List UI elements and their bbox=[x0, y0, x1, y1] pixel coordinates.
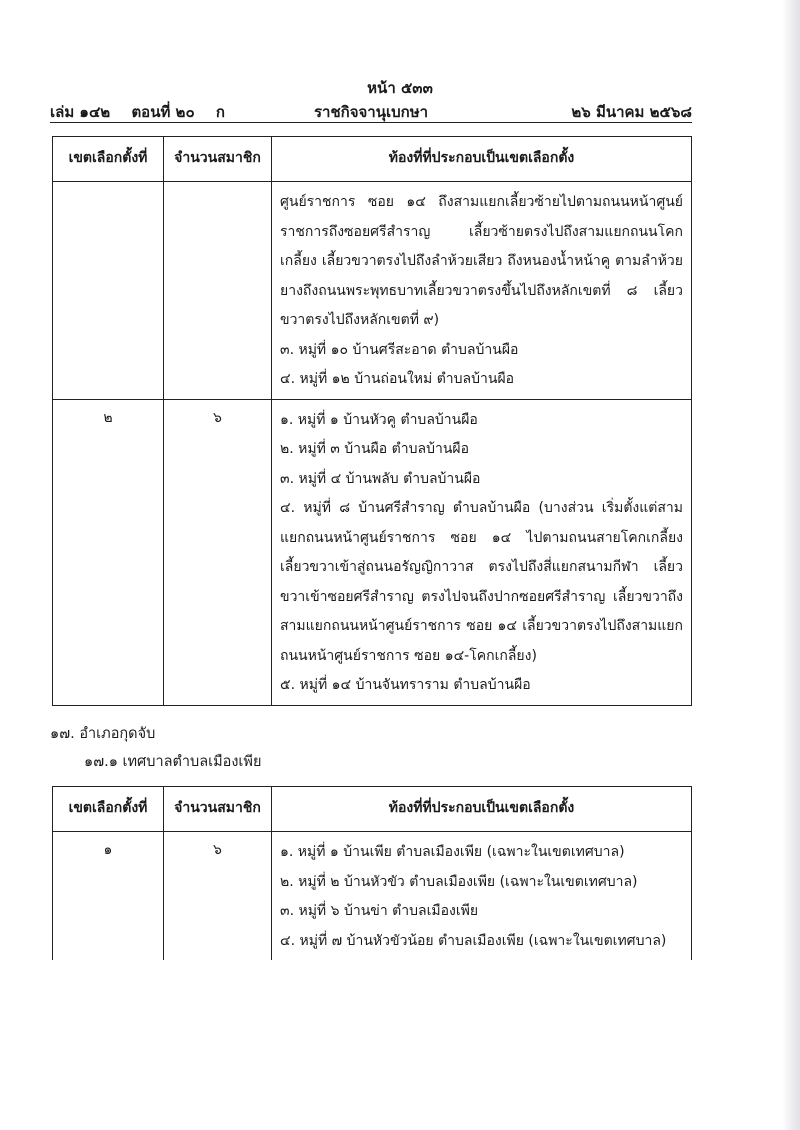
members-cell: ๖ bbox=[164, 832, 272, 961]
table-row bbox=[53, 182, 692, 400]
section-subtitle: ๑๗.๑ เทศบาลตำบลเมืองเพีย bbox=[84, 754, 262, 770]
area-column-header: ท้องที่ที่ประกอบเป็นเขตเลือกตั้ง bbox=[272, 787, 692, 832]
table-header-row bbox=[53, 137, 692, 182]
page-number: หน้า ๕๓๓ bbox=[367, 79, 433, 97]
district-cell bbox=[53, 182, 164, 400]
area-line: ศูนย์ราชการ ซอย ๑๔ ถึงสามแยกเลี้ยวซ้ายไปตามถนนหน้าศูนย์ราชการถึงซอยศรีสำราญ เลี้ยวซ้ายตรงไปถึงสามแยกถนนโคกเกลี้ยง เลี้ยวขวาตรงไปถึงลำห้วยเสียว ถึงหนองน้ำหน้าคู ตามลำห้วยยางถึงถนนพระพุทธบาทเลี้ยวขวาตรงขึ้นไปถึงหลักเขตที่ ๘ เลี้ยวขวาตรงไปถึงหลักเขตที่ ๙) bbox=[280, 194, 683, 328]
area-line: ๑. หมู่ที่ ๑ บ้านหัวคู ตำบลบ้านผือ bbox=[280, 411, 478, 428]
area-line: ๒. หมู่ที่ ๓ บ้านผือ ตำบลบ้านผือ bbox=[280, 441, 470, 457]
table-row bbox=[53, 832, 692, 961]
area-line: ๒. หมู่ที่ ๒ บ้านหัวขัว ตำบลเมืองเพีย (เฉพาะในเขตเทศบาล) bbox=[280, 873, 638, 890]
area-cell bbox=[272, 832, 692, 961]
district-column-header: เขตเลือกตั้งที่ bbox=[53, 787, 164, 832]
members-column-header: จำนวนสมาชิก bbox=[164, 787, 272, 832]
electoral-district-table-2 bbox=[52, 786, 692, 960]
area-line: ๔. หมู่ที่ ๗ บ้านหัวขัวน้อย ตำบลเมืองเพีย (เฉพาะในเขตเทศบาล) bbox=[280, 932, 667, 949]
issue: ตอนที่ ๒๐ bbox=[131, 103, 195, 121]
electoral-district-table-1 bbox=[52, 136, 692, 706]
publication-date: ๒๖ มีนาคม ๒๕๖๘ bbox=[571, 103, 692, 121]
area-line: ๕. หมู่ที่ ๑๔ บ้านจันทราราม ตำบลบ้านผือ bbox=[280, 677, 531, 693]
area-line: ๔. หมู่ที่ ๑๒ บ้านถ่อนใหม่ ตำบลบ้านผือ bbox=[280, 371, 515, 387]
volume: เล่ม ๑๔๒ bbox=[50, 103, 111, 121]
area-line: ๓. หมู่ที่ ๔ บ้านพลับ ตำบลบ้านผือ bbox=[280, 470, 481, 487]
members-cell: ๖ bbox=[164, 399, 272, 705]
members-column-header: จำนวนสมาชิก bbox=[164, 137, 272, 182]
page-edge-shadow bbox=[782, 0, 800, 1130]
area-column-header: ท้องที่ที่ประกอบเป็นเขตเลือกตั้ง bbox=[272, 137, 692, 182]
gazette-header bbox=[50, 100, 692, 123]
area-line: ๑. หมู่ที่ ๑ บ้านเพีย ตำบลเมืองเพีย (เฉพาะในเขตเทศบาล) bbox=[280, 844, 625, 860]
section-title: ๑๗. อำเภอกุดจับ bbox=[50, 726, 156, 742]
section-letter: ก bbox=[215, 103, 225, 121]
district-cell: ๒ bbox=[53, 399, 164, 705]
area-line: ๔. หมู่ที่ ๘ บ้านศรีสำราญ ตำบลบ้านผือ (บางส่วน เริ่มตั้งแต่สามแยกถนนหน้าศูนย์ราชการ ซอย ๑๔ ไปตามถนนสายโคกเกลี้ยง เลี้ยวขวาเข้าสู่ถนนอรัญญิกาวาส ตรงไปถึงสี่แยกสนามกีฬา เลี้ยวขวาเข้าซอยศรีสำราญ ตรงไปจนถึงปากซอยศรีสำราญ เลี้ยวขวาถึงสามแยกถนนหน้าศูนย์ราชการ ซอย ๑๔ เลี้ยวขวาตรงไปถึงสามแยกถนนหน้าศูนย์ราชการ ซอย ๑๔-โคกเกลี้ยง) bbox=[280, 500, 683, 664]
area-line: ๓. หมู่ที่ ๑๐ บ้านศรีสะอาด ตำบลบ้านผือ bbox=[280, 341, 519, 358]
members-cell bbox=[164, 182, 272, 400]
district-column-header: เขตเลือกตั้งที่ bbox=[53, 137, 164, 182]
area-cell bbox=[272, 399, 692, 705]
area-line: ๓. หมู่ที่ ๖ บ้านข่า ตำบลเมืองเพีย bbox=[280, 903, 479, 919]
area-cell bbox=[272, 182, 692, 400]
publication-name: ราชกิจจานุเบกษา bbox=[313, 103, 429, 121]
district-cell: ๑ bbox=[53, 832, 164, 961]
table-row bbox=[53, 399, 692, 705]
table-header-row bbox=[53, 787, 692, 832]
